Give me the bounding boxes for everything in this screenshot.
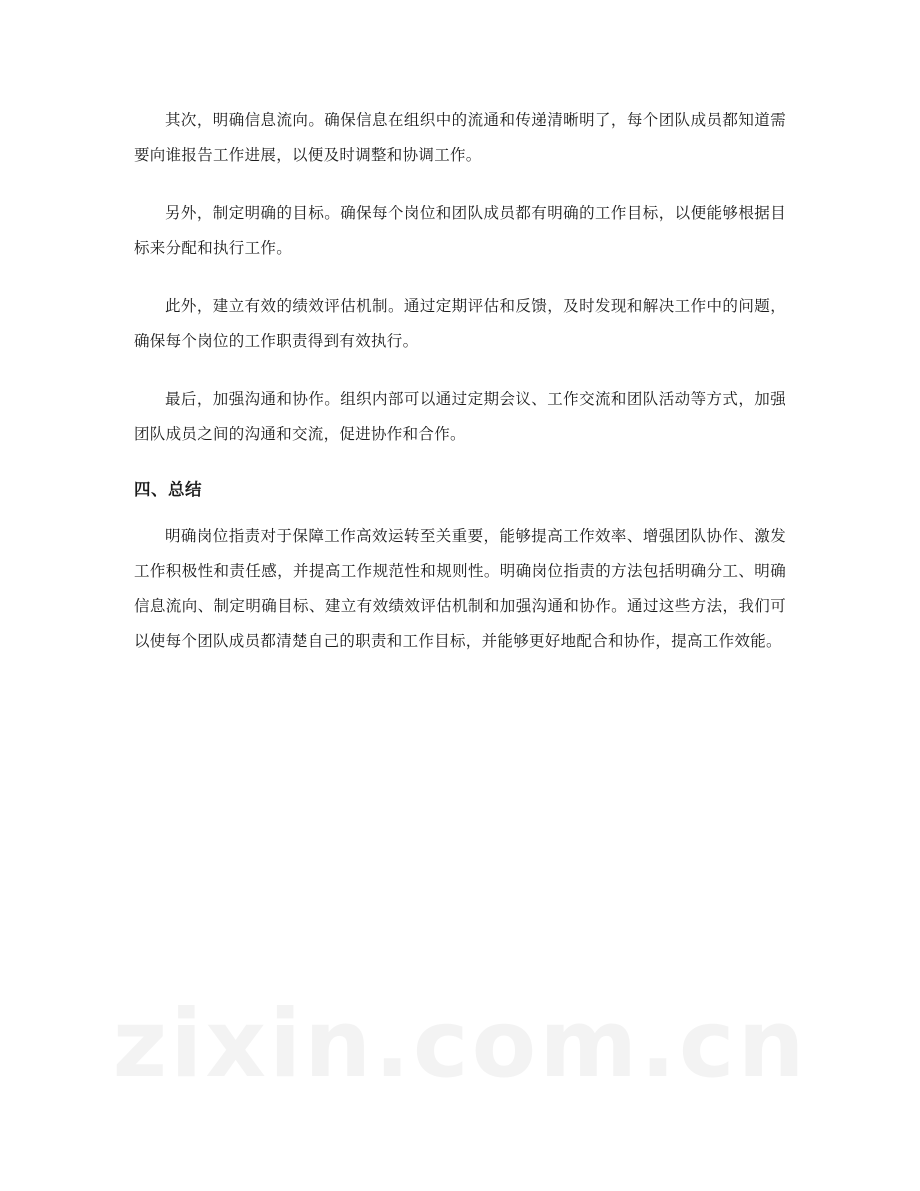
paragraph-performance-evaluation: 此外，建立有效的绩效评估机制。通过定期评估和反馈，及时发现和解决工作中的问题，确保每个岗位的工作职责得到有效执行。 <box>134 297 786 350</box>
paragraph-communication: 最后，加强沟通和协作。组织内部可以通过定期会议、工作交流和团队活动等方式，加强团队成员之间的沟通和交流，促进协作和合作。 <box>134 390 786 443</box>
paragraph-summary: 明确岗位指责对于保障工作高效运转至关重要，能够提高工作效率、增强团队协作、激发工作积极性和责任感，并提高工作规范性和规则性。明确岗位指责的方法包括明确分工、明确信息流向、制定明确目标、建立有效绩效评估机制和加强沟通和协作。通过这些方法，我们可以使每个团队成员都清楚自己的职责和工作目标，并能够更好地配合和协作，提高工作效能。 <box>134 527 786 650</box>
paragraph-clear-goals: 另外，制定明确的目标。确保每个岗位和团队成员都有明确的工作目标，以便能够根据目标来分配和执行工作。 <box>134 204 786 257</box>
watermark: zixin.com.cn <box>112 990 808 1099</box>
document-body <box>134 103 786 682</box>
section-heading-summary: 四、总结 <box>134 480 202 499</box>
paragraph-information-flow: 其次，明确信息流向。确保信息在组织中的流通和传递清晰明了，每个团队成员都知道需要向谁报告工作进展，以便及时调整和协调工作。 <box>134 111 786 164</box>
